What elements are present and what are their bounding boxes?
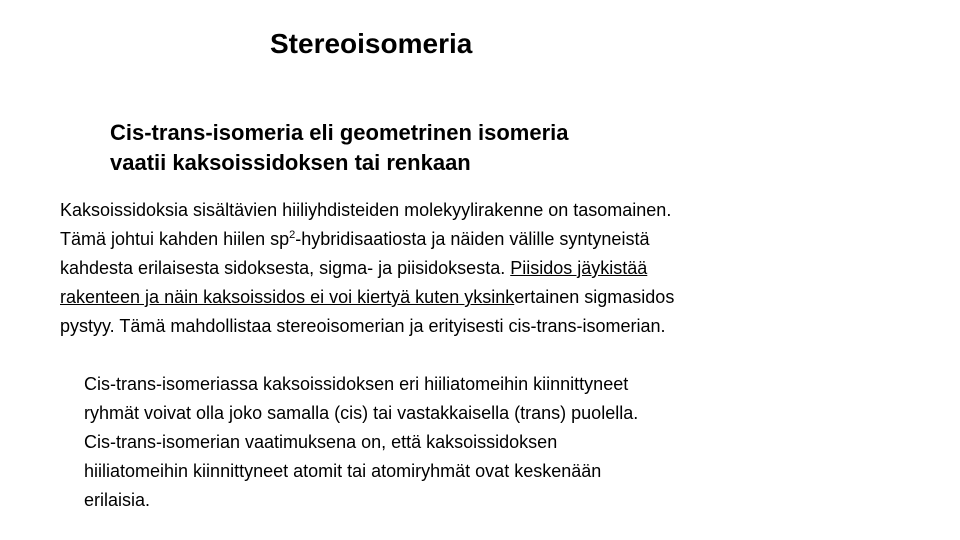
slide-title: Stereoisomeria	[270, 28, 473, 59]
paragraph2-line-4: hiiliatomeihin kiinnittyneet atomit tai atomiryhmät ovat keskenään	[84, 461, 602, 481]
paragraph1-line-4-plain: ertainen sigmasidos	[514, 287, 675, 307]
paragraph-double-bond	[60, 196, 674, 341]
subtitle-line-2: vaatii kaksoissidoksen tai renkaan	[110, 150, 471, 175]
paragraph1-line-1: Kaksoissidoksia sisältävien hiiliyhdisteiden molekyylirakenne on tasomainen.	[60, 200, 672, 220]
paragraph2-line-1: Cis-trans-isomeriassa kaksoissidoksen eri hiiliatomeihin kiinnittyneet	[84, 374, 629, 394]
underlined-text: rakenteen ja näin kaksoissidos ei voi kiertyä kuten yksink	[60, 287, 515, 307]
paragraph1-line-3	[60, 254, 674, 283]
paragraph2-line-5: erilaisia.	[84, 490, 151, 510]
superscript-2: 2	[289, 229, 296, 241]
paragraph1-line-3-plain: kahdesta erilaisesta sidoksesta, sigma- ja piisidoksesta.	[60, 258, 511, 278]
paragraph1-line-2-end: -hybridisaatiosta ja näiden välille syntyneistä	[295, 229, 650, 249]
paragraph1-line-2	[60, 225, 674, 254]
paragraph1-line-5: pystyy. Tämä mahdollistaa stereoisomerian ja erityisesti cis-trans-isomerian.	[60, 316, 666, 336]
paragraph1-line-2-start: Tämä johtui kahden hiilen sp	[60, 229, 290, 249]
subtitle-line-1: Cis-trans-isomeria eli geometrinen isomeria	[110, 120, 569, 145]
paragraph2-line-3: Cis-trans-isomerian vaatimuksena on, että kaksoissidoksen	[84, 432, 558, 452]
paragraph1-line-4	[60, 283, 674, 312]
paragraph-cis-trans	[84, 370, 638, 515]
underlined-text: Piisidos jäykistää	[510, 258, 648, 278]
paragraph2-line-2: ryhmät voivat olla joko samalla (cis) tai vastakkaisella (trans) puolella.	[84, 403, 639, 423]
slide-subtitle	[110, 118, 569, 178]
